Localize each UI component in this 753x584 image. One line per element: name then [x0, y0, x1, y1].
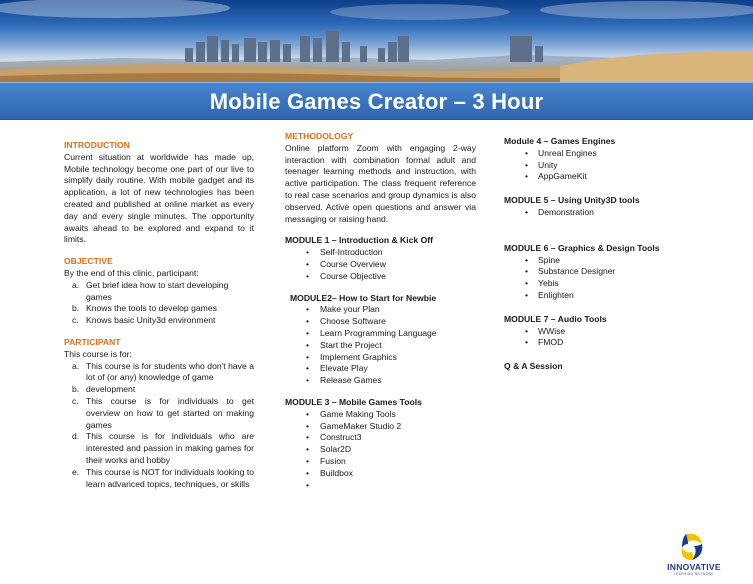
list-item: • Unreal Engines: [525, 147, 597, 158]
module4-heading: Module 4 – Games Engines: [504, 136, 616, 146]
methodology-text: Online platform Zoom with engaging 2-way interaction with combination formal adult and teenager learning methods and instruction, with active participation. The class frequent reference to real case scenarios and group dynamics is also observed. Active open questions and answer via messaging or raising hand.: [285, 142, 476, 224]
list-item: d. This course is for individuals who are interested and passion in making games for their works and hobby: [72, 431, 254, 465]
list-item: • Spine: [525, 254, 560, 265]
list-item: • Course Overview: [306, 258, 386, 269]
list-item: a. Get brief idea how to start developing games: [72, 279, 229, 302]
list-item: • Elevate Play: [306, 363, 368, 374]
left-column: [64, 140, 254, 490]
module3-list: [285, 409, 476, 492]
objective-list: [64, 280, 254, 327]
module6-heading: MODULE 6 – Graphics & Design Tools: [504, 242, 660, 253]
module1-list: [285, 247, 476, 282]
list-item: b. development: [72, 384, 136, 395]
list-item: • Release Games: [306, 375, 382, 386]
list-item: • GameMaker Studio 2: [306, 420, 402, 431]
participant-heading: PARTICIPANT: [64, 336, 121, 347]
objective-heading: OBJECTIVE: [64, 256, 113, 267]
list-item: • Substance Designer: [525, 266, 616, 277]
list-item: • Learn Programming Language: [306, 327, 437, 338]
list-item: • Demonstration: [525, 206, 594, 217]
module3-heading: MODULE 3 – Mobile Games Tools: [285, 396, 422, 407]
list-item: • Start the Project: [306, 339, 382, 350]
list-item: • Self-Introduction: [306, 247, 383, 258]
logo-tagline: LEARNING NETWORK: [674, 572, 714, 576]
list-item: • Choose Software: [306, 316, 386, 327]
list-item: • Make your Plan: [306, 304, 380, 315]
list-item: • WWise: [525, 325, 566, 336]
module1-heading: MODULE 1 – Introduction & Kick Off: [285, 235, 434, 246]
list-item: • Unity: [525, 159, 558, 170]
participant-lead: This course is for:: [64, 348, 132, 359]
list-item: • AppGameKit: [525, 171, 587, 182]
module5-list: [504, 207, 684, 219]
introduction-heading: INTRODUCTION: [64, 140, 130, 150]
list-item: •: [306, 479, 310, 490]
qa-session: Q & A Session: [504, 361, 563, 372]
list-item: • Yebis: [525, 278, 559, 289]
title-bar: [0, 82, 753, 120]
innovative-logo: [664, 530, 724, 578]
module2-heading: MODULE2– How to Start for Newbie: [290, 292, 437, 303]
list-item: b. Knows the tools to develop games: [72, 303, 217, 314]
header-banner-image: [0, 0, 753, 82]
module4-list: [504, 148, 684, 183]
objective-lead: By the end of this clinic, participant:: [64, 267, 199, 278]
participant-list: [64, 361, 254, 491]
list-item: c. This course is for individuals to get overview on how to get started on making games: [72, 395, 254, 430]
logo-swirl-icon: [664, 530, 724, 564]
list-item: • Game Making Tools: [306, 408, 396, 419]
logo-wordmark: INNOVATIVE: [667, 562, 721, 572]
methodology-heading: METHODOLOGY: [285, 131, 354, 141]
list-item: • FMOD: [525, 337, 564, 348]
module5-heading: MODULE 5 – Using Unity3D tools: [504, 195, 640, 206]
list-item: • Implement Graphics: [306, 351, 397, 362]
list-item: • Enlighten: [525, 289, 574, 300]
list-item: e. This course is NOT for individuals looking to learn advanced topics, techniques, or skills: [72, 466, 254, 489]
right-column: [504, 136, 684, 373]
list-item: • Buildbox: [306, 467, 353, 478]
module7-heading: MODULE 7 – Audio Tools: [504, 313, 607, 324]
middle-column: [285, 131, 476, 491]
introduction-text: Current situation at worldwide has made up, Mobile technology become one part of our live to simplify daily routine. With mobile gadget and its application, a lot of new technologies has been created and published at online market as every day and every single minutes. The opportunity awaits ahead to be explored and expand to it limits.: [64, 151, 254, 245]
list-item: • Construct3: [306, 432, 362, 443]
list-item: a. This course is for students who don't have a lot of (or any) knowledge of game: [72, 360, 254, 383]
list-item: • Solar2D: [306, 444, 352, 455]
page-title: Mobile Games Creator – 3 Hour: [209, 89, 544, 114]
module6-list: [504, 255, 684, 302]
list-item: • Course Objective: [306, 270, 386, 281]
module7-list: [504, 326, 684, 350]
city-skyline-illustration: [0, 0, 753, 82]
list-item: c. Knows basic Unity3d environment: [72, 315, 216, 326]
module2-list: [285, 304, 476, 387]
list-item: • Fusion: [306, 455, 346, 466]
